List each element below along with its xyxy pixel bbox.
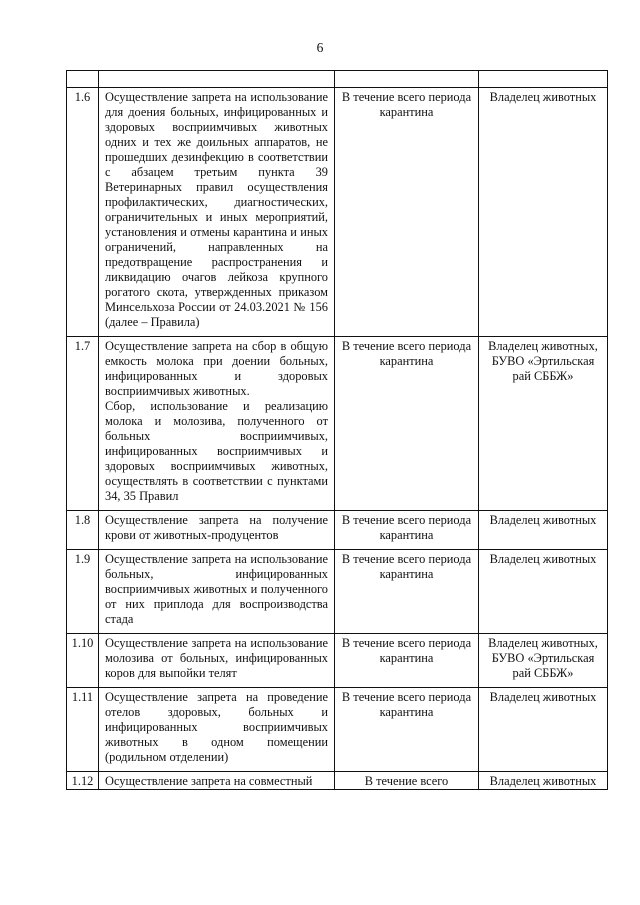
- measure-cell: [99, 337, 335, 511]
- term-cell: В течение всего периода карантина: [335, 550, 479, 634]
- table-header-row: [67, 71, 608, 88]
- table-row: [67, 772, 608, 790]
- header-cell-responsible: [479, 71, 608, 88]
- table-row: [67, 550, 608, 634]
- responsible-cell: Владелец животных: [479, 688, 608, 772]
- term-cell: В течение всего: [335, 772, 479, 790]
- table-row: [67, 634, 608, 688]
- measure-text: Сбор, использование и реализацию молока и молозива, полученного от больных восприимчивых, инфицированных восприимчивых и здоровых восприимчивых животных, осуществлять в соответствии с пунктами 34, 35 Правил: [105, 399, 328, 503]
- header-cell-measure: [99, 71, 335, 88]
- table-row: [67, 688, 608, 772]
- measure-cell: [99, 634, 335, 688]
- header-cell-num: [67, 71, 99, 88]
- row-number: 1.9: [67, 550, 99, 634]
- measure-text: Осуществление запрета на использование для доения больных, инфицированных и здоровых восприимчивых животных одних и тех же доильных аппаратов, не прошедших дезинфекцию в соответствии с абзацем третьим пункта 39 Ветеринарных правил осуществления профилактических, диагностических, ограничительных и иных мероприятий, установления и отмены карантина и иных ограничений, направленных на предотвращение распространения и ликвидацию очагов лейкоза крупного рогатого скота, утвержденных приказом Минсельхоза России от 24.03.2021 № 156 (далее – Правила): [105, 90, 328, 329]
- quarantine-measures-table: [66, 70, 608, 790]
- term-cell: В течение всего периода карантина: [335, 634, 479, 688]
- table-row: [67, 511, 608, 550]
- measure-cell: [99, 550, 335, 634]
- page-number: 6: [316, 40, 324, 55]
- responsible-cell: Владелец животных: [479, 88, 608, 337]
- term-cell: В течение всего периода карантина: [335, 688, 479, 772]
- measure-cell: [99, 688, 335, 772]
- row-number: 1.8: [67, 511, 99, 550]
- measure-cell: [99, 772, 335, 790]
- row-number: 1.10: [67, 634, 99, 688]
- measure-text: Осуществление запрета на проведение отелов здоровых, больных и инфицированных восприимчивых животных в одном помещении (родильном отделении): [105, 690, 328, 764]
- header-cell-term: [335, 71, 479, 88]
- row-number: 1.7: [67, 337, 99, 511]
- term-cell: В течение всего периода карантина: [335, 88, 479, 337]
- table-row: [67, 88, 608, 337]
- table-row: [67, 337, 608, 511]
- responsible-cell: Владелец животных: [479, 511, 608, 550]
- responsible-cell: Владелец животных, БУВО «Эртильская рай СББЖ»: [479, 337, 608, 511]
- measure-text: Осуществление запрета на использование молозива от больных, инфицированных коров для выпойки телят: [105, 636, 328, 680]
- measure-cell: [99, 88, 335, 337]
- responsible-cell: Владелец животных: [479, 772, 608, 790]
- row-number: 1.12: [67, 772, 99, 790]
- measure-text: Осуществление запрета на совместный: [105, 774, 313, 788]
- measure-text: Осуществление запрета на получение крови от животных-продуцентов: [105, 513, 328, 542]
- measure-text: Осуществление запрета на использование больных, инфицированных восприимчивых животных и полученного от них приплода для воспроизводства стада: [105, 552, 328, 626]
- row-number: 1.11: [67, 688, 99, 772]
- row-number: 1.6: [67, 88, 99, 337]
- term-cell: В течение всего периода карантина: [335, 337, 479, 511]
- responsible-cell: Владелец животных: [479, 550, 608, 634]
- measure-text: Осуществление запрета на сбор в общую емкость молока при доении больных, инфицированных и здоровых восприимчивых животных.: [105, 339, 328, 398]
- measure-cell: [99, 511, 335, 550]
- term-cell: В течение всего периода карантина: [335, 511, 479, 550]
- responsible-cell: Владелец животных, БУВО «Эртильская рай СББЖ»: [479, 634, 608, 688]
